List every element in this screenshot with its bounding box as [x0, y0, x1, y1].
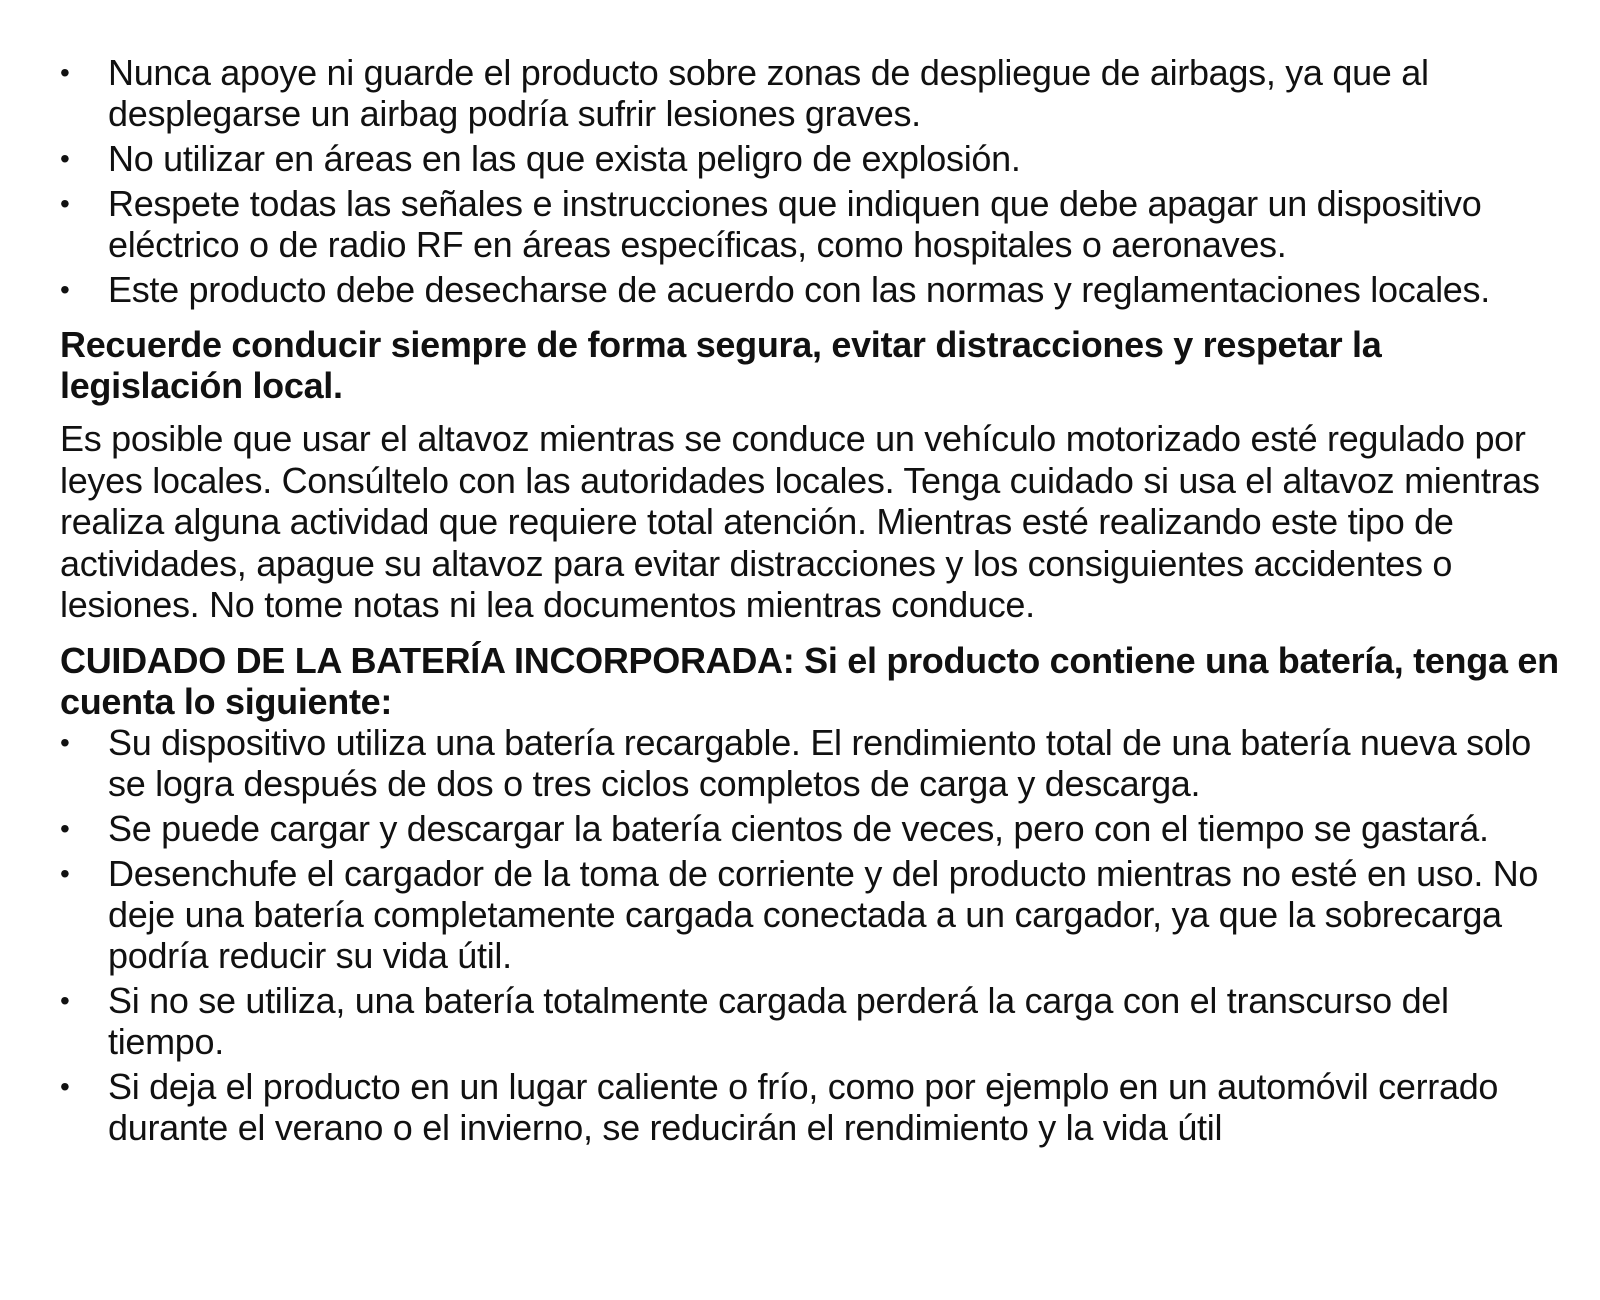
list-item [60, 138, 1560, 179]
bullet-text: Si deja el producto en un lugar caliente o frío, como por ejemplo en un automóvil cerrado durante el verano o el invierno, se reducirán el rendimiento y la vida útil [108, 1065, 1499, 1148]
bullet-text: Nunca apoye ni guarde el producto sobre zonas de despliegue de airbags, ya que al desplegarse un airbag podría sufrir lesiones graves. [108, 52, 1429, 134]
list-item [60, 722, 1560, 804]
bullet-icon: • [60, 812, 70, 844]
bullet-text: Respete todas las señales e instrucciones que indiquen que debe apagar un dispositivo eléctrico o de radio RF en áreas específicas, como hospitales o aeronaves. [108, 183, 1482, 265]
bullet-text: Este producto debe desecharse de acuerdo con las normas y reglamentaciones locales. [108, 269, 1490, 310]
bullet-text: Desenchufe el cargador de la toma de corriente y del producto mientras no esté en uso. No deje una batería completamente cargada conectada a un cargador, ya que la sobrecarga podría reducir su vida útil. [108, 852, 1539, 976]
list-item [60, 1066, 1560, 1148]
bullet-icon: • [60, 726, 70, 758]
bullet-text: No utilizar en áreas en las que exista peligro de explosión. [108, 138, 1021, 179]
list-item [60, 269, 1560, 310]
list-item [60, 183, 1560, 265]
bullet-icon: • [60, 57, 70, 88]
bullet-icon: • [60, 143, 70, 174]
list-item [60, 808, 1560, 849]
list-item [60, 853, 1560, 976]
driving-paragraph: Es posible que usar el altavoz mientras se conduce un vehículo motorizado esté regulado por leyes locales. Consúltelo con las autoridades locales. Tenga cuidado si usa el altavoz mientras realiza alguna actividad que requiere total atención. Mientras esté realizando este tipo de actividades, apague su altavoz para evitar distracciones y los consiguientes accidentes o lesiones. No tome notas ni lea documentos mientras conduce. [60, 418, 1540, 625]
bullet-icon: • [60, 1070, 70, 1102]
list-item [60, 980, 1560, 1062]
bullet-text: Su dispositivo utiliza una batería recargable. El rendimiento total de una batería nueva solo se logra después de dos o tres ciclos completos de carga y descarga. [108, 721, 1531, 804]
battery-bullet-list [60, 722, 1560, 1148]
bullet-icon: • [60, 857, 70, 889]
driving-heading: Recuerde conducir siempre de forma segura, evitar distracciones y respetar la legislación local. [60, 324, 1382, 406]
bullet-icon: • [60, 274, 70, 305]
bullet-icon: • [60, 984, 70, 1016]
document-page [60, 52, 1560, 1152]
list-item [60, 52, 1560, 134]
battery-heading: CUIDADO DE LA BATERÍA INCORPORADA: Si el producto contiene una batería, tenga en cuenta lo siguiente: [60, 639, 1559, 722]
bullet-icon: • [60, 188, 70, 219]
bullet-text: Si no se utiliza, una batería totalmente cargada perderá la carga con el transcurso del tiempo. [108, 979, 1449, 1062]
safety-bullet-list [60, 52, 1560, 310]
bullet-text: Se puede cargar y descargar la batería cientos de veces, pero con el tiempo se gastará. [108, 807, 1489, 849]
